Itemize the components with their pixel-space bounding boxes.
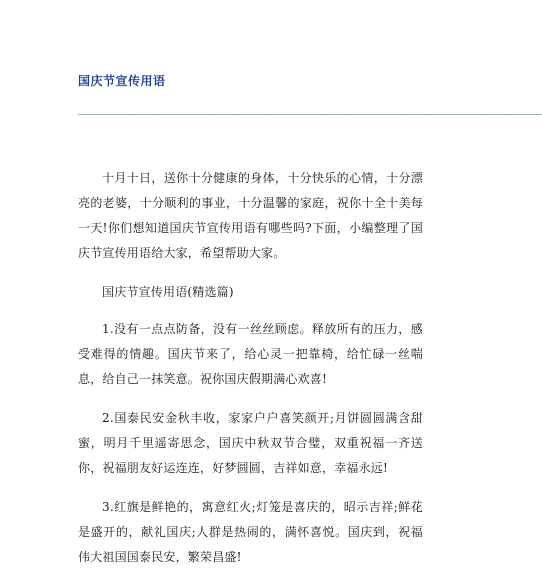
- title-underline: ______________________________________________________________________: [78, 102, 542, 115]
- section-heading: 国庆节宣传用语(精选篇): [102, 285, 234, 299]
- intro-paragraph: 十月十日，送你十分健康的身体，十分快乐的心情，十分漂亮的老婆，十分顺利的事业，十分温馨的家庭，祝你十全十美每一天!你们想知道国庆节宣传用语有哪些吗?下面，小编整理了国庆节宣传用语给大家，希望帮助大家。: [78, 171, 423, 260]
- document-title: 国庆节宣传用语: [78, 74, 166, 88]
- slogan-paragraph-1: 1.没有一点点防备，没有一丝丝顾虑。释放所有的压力，感受难得的情趣。国庆节来了，给心灵一把靠椅，给忙碌一丝喘息，给自己一抹笑意。祝你国庆假期满心欢喜!: [78, 322, 423, 386]
- slogan-paragraph-2: 2.国泰民安金秋丰收，家家户户喜笑颜开;月饼圆圆满含甜蜜，明月千里遥寄思念，国庆中秋双节合璧，双重祝福一齐送你，祝福朋友好运连连，好梦圆圆，吉祥如意，幸福永远!: [78, 411, 423, 475]
- document-body: [78, 166, 423, 584]
- slogan-paragraph-3: 3.红旗是鲜艳的，寓意红火;灯笼是喜庆的，昭示吉祥;鲜花是盛开的，献礼国庆;人群是热闹的，满怀喜悦。国庆到，祝福伟大祖国国泰民安，繁荣昌盛!: [78, 500, 423, 564]
